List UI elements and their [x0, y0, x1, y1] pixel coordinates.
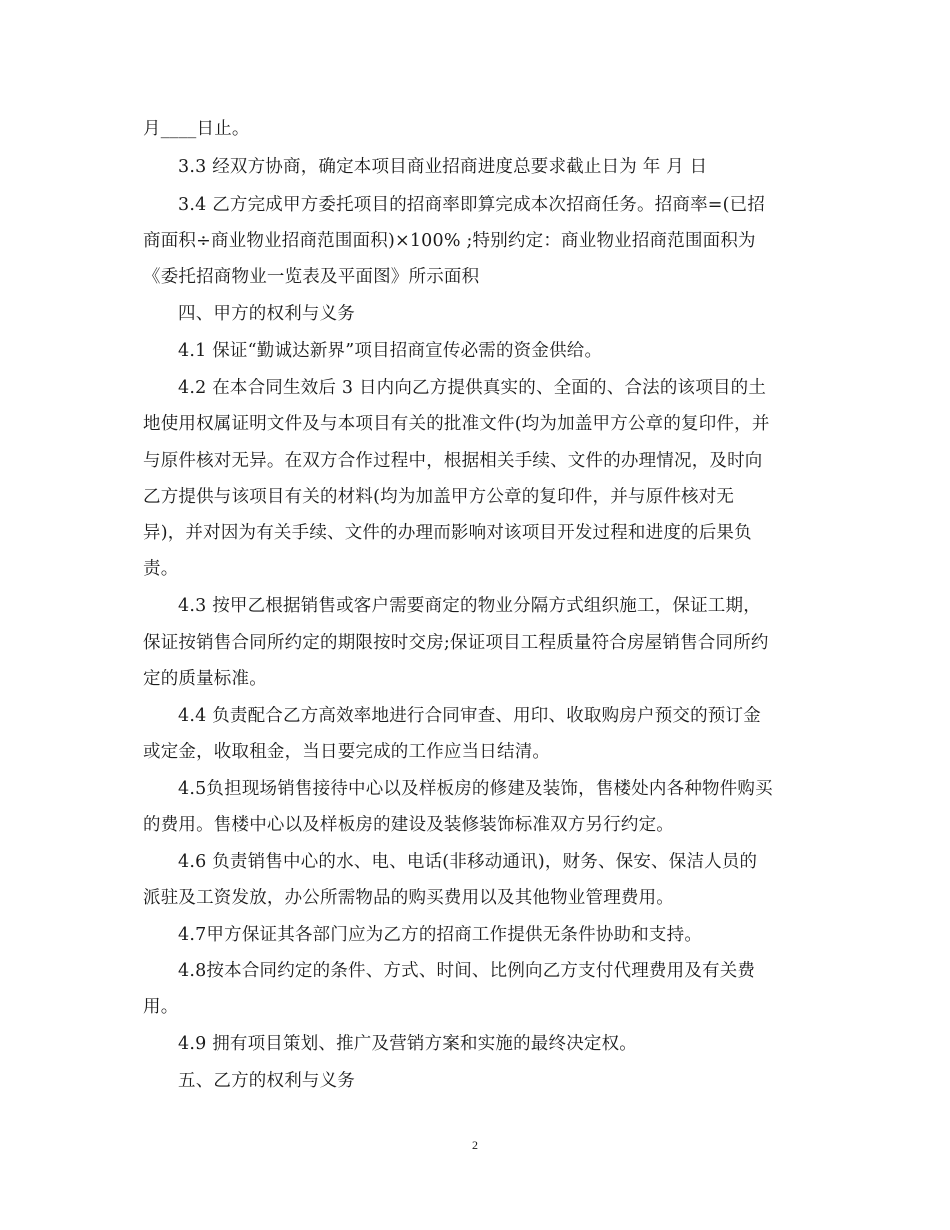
section-heading: 四、甲方的权利与义务: [178, 304, 355, 324]
text-line: 4.6 负责销售中心的水、电、电话(非移动通讯)，财务、保安、保洁人员的: [178, 852, 758, 872]
text-line: 责。: [143, 559, 179, 579]
text-line: 月____日止。: [143, 119, 250, 139]
text-line: 的费用。售楼中心以及样板房的建设及装修装饰标准双方另行约定。: [143, 815, 674, 835]
text-line: 异)，并对因为有关手续、文件的办理而影响对该项目开发过程和进度的后果负: [143, 523, 752, 543]
text-line: 3.3 经双方协商，确定本项目商业招商进度总要求截止日为 年 月 日: [178, 157, 708, 177]
text-line: 4.5负担现场销售接待中心以及样板房的修建及装饰，售楼处内各种物件购买: [178, 779, 773, 799]
text-line: 4.2 在本合同生效后 3 日内向乙方提供真实的、全面的、合法的该项目的土: [178, 378, 767, 398]
text-line: 用。: [143, 997, 179, 1017]
text-line: 4.8按本合同约定的条件、方式、时间、比例向乙方支付代理费用及有关费: [178, 961, 756, 981]
section-heading: 五、乙方的权利与义务: [178, 1071, 355, 1091]
text-line: 乙方提供与该项目有关的材料(均为加盖甲方公章的复印件，并与原件核对无: [143, 487, 735, 507]
text-line: 4.9 拥有项目策划、推广及营销方案和实施的最终决定权。: [178, 1034, 637, 1054]
text-line: 4.7甲方保证其各部门应为乙方的招商工作提供无条件协助和支持。: [178, 925, 703, 945]
text-line: 或定金，收取租金，当日要完成的工作应当日结清。: [143, 742, 551, 762]
text-line: 保证按销售合同所约定的期限按时交房;保证项目工程质量符合房屋销售合同所约: [143, 633, 769, 653]
text-line: 4.3 按甲乙根据销售或客户需要商定的物业分隔方式组织施工，保证工期，: [178, 596, 761, 616]
text-line: 定的质量标准。: [143, 669, 267, 689]
text-line: 4.1 保证“勤诚达新界”项目招商宣传必需的资金供给。: [178, 341, 603, 361]
text-line: 商面积÷商业物业招商范围面积)×100% ;特别约定：商业物业招商范围面积为: [143, 231, 756, 251]
page-number: 2: [472, 1138, 478, 1152]
text-line: 地使用权属证明文件及与本项目有关的批准文件(均为加盖甲方公章的复印件，并: [143, 414, 770, 434]
text-line: 派驻及工资发放，办公所需物品的购买费用以及其他物业管理费用。: [143, 888, 674, 908]
text-line: 4.4 负责配合乙方高效率地进行合同审查、用印、收取购房户预交的预订金: [178, 706, 761, 726]
text-line: 《委托招商物业一览表及平面图》所示面积: [143, 267, 480, 287]
text-line: 与原件核对无异。在双方合作过程中，根据相关手续、文件的办理情况，及时向: [143, 451, 763, 471]
text-line: 3.4 乙方完成甲方委托项目的招商率即算完成本次招商任务。招商率=(已招: [178, 195, 766, 215]
